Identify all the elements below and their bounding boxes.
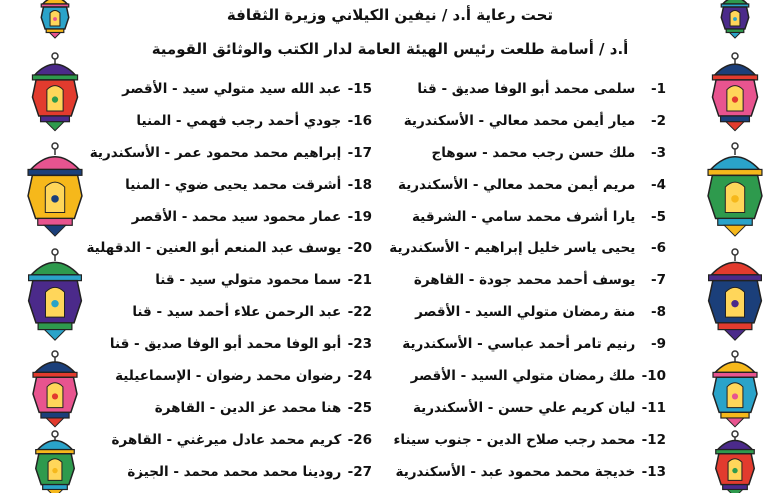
list-item xyxy=(395,461,666,493)
item-text: ليان كريم علي حسن - الأسكندرية xyxy=(412,399,636,416)
item-number: 21- xyxy=(347,272,372,289)
chairman-line: أ.د / أسامة طلعت رئيس الهيئة العامة لدار الكتب والوثائق القومية xyxy=(151,40,629,58)
list-item xyxy=(406,397,666,429)
list-item xyxy=(406,269,666,301)
list-item xyxy=(87,397,372,429)
lantern-border-left xyxy=(0,0,100,480)
item-text: مريم أيمن محمد معالي - الأسكندرية xyxy=(398,176,636,193)
list-item xyxy=(87,365,372,397)
item-number: 12- xyxy=(641,431,666,448)
list-item xyxy=(406,365,666,397)
item-text: يوسف أحمد محمد جودة - القاهرة xyxy=(413,272,636,289)
item-text: سما محمود متولي سيد - قنا xyxy=(155,272,342,289)
ramadan-lantern-icon xyxy=(713,351,757,427)
list-item xyxy=(403,110,666,142)
list-item xyxy=(406,206,666,238)
item-number: 22- xyxy=(347,304,372,321)
item-text: ملك رمضان متولي السيد - الأقصر xyxy=(410,368,636,385)
item-number: 3- xyxy=(650,144,666,161)
ramadan-lantern-icon xyxy=(709,249,762,340)
item-text: يوسف عبد المنعم أبو العنين - الدقهلية xyxy=(86,240,342,257)
item-text: كريم محمد عادل ميرغني - القاهرة xyxy=(111,431,342,448)
ramadan-lantern-icon xyxy=(33,351,77,427)
list-item xyxy=(406,142,666,174)
item-number: 9- xyxy=(650,336,666,353)
item-number: 11- xyxy=(641,399,666,416)
item-number: 7- xyxy=(650,272,666,289)
item-text: أشرقت محمد يحيى ضوي - المنيا xyxy=(125,176,342,193)
list-item xyxy=(87,174,372,206)
item-text: جودي أحمد رجب فهمي - المنيا xyxy=(136,112,342,129)
ramadan-lantern-icon xyxy=(29,249,82,340)
names-column-left xyxy=(87,78,372,493)
item-number: 2- xyxy=(650,112,666,129)
list-item xyxy=(402,333,666,365)
item-text: إبراهيم محمد محمود عمر - الأسكندرية xyxy=(89,144,342,161)
list-item xyxy=(87,301,372,333)
item-text: منة رمضان متولي السيد - الأقصر xyxy=(415,304,636,321)
item-number: 20- xyxy=(347,240,372,257)
item-number: 1- xyxy=(650,81,666,97)
item-number: 8- xyxy=(650,304,666,321)
lantern-border-right xyxy=(680,0,780,480)
item-number: 5- xyxy=(650,208,666,225)
item-text: رودينا محمد محمد محمد - الجيزة xyxy=(127,463,342,480)
list-item xyxy=(406,78,666,110)
item-text: سلمى محمد أبو الوفا صديق - قنا xyxy=(417,81,636,97)
item-text: عمار محمود سيد محمد - الأقصر xyxy=(131,208,342,225)
item-number: 4- xyxy=(650,176,666,193)
item-text: رنيم تامر أحمد عباسي - الأسكندرية xyxy=(402,336,636,353)
ramadan-lantern-icon xyxy=(32,53,77,131)
item-text: يارا أشرف محمد سامي - الشرقية xyxy=(412,208,636,225)
list-item xyxy=(87,142,372,174)
list-item xyxy=(406,301,666,333)
list-item xyxy=(393,429,666,461)
list-item xyxy=(87,333,372,365)
item-text: هنا محمد عز الدين - القاهرة xyxy=(154,399,342,416)
item-text: يحيى ياسر خليل إبراهيم - الأسكندرية xyxy=(389,240,636,257)
item-number: 26- xyxy=(347,431,372,448)
item-number: 27- xyxy=(347,463,372,480)
item-number: 17- xyxy=(347,144,372,161)
list-item xyxy=(87,269,372,301)
list-item xyxy=(389,237,666,269)
item-number: 10- xyxy=(641,368,666,385)
item-text: عبد الرحمن علاء أحمد سيد - قنا xyxy=(132,304,342,321)
item-text: ملك حسن رجب محمد - سوهاج xyxy=(431,144,636,161)
ramadan-lantern-icon xyxy=(41,0,69,38)
list-item xyxy=(87,206,372,238)
item-number: 23- xyxy=(347,336,372,353)
list-item xyxy=(87,429,372,461)
list-item xyxy=(398,174,666,206)
item-number: 15- xyxy=(347,81,372,97)
ramadan-lantern-icon xyxy=(36,431,75,493)
ramadan-lantern-icon xyxy=(716,431,755,493)
ramadan-lantern-icon xyxy=(712,53,757,131)
item-text: عبد الله سيد متولي سيد - الأقصر xyxy=(122,81,342,97)
item-number: 19- xyxy=(347,208,372,225)
item-number: 13- xyxy=(641,463,666,480)
list-item xyxy=(87,110,372,142)
item-text: محمد رجب صلاح الدين - جنوب سيناء xyxy=(393,431,636,448)
list-item xyxy=(87,78,372,110)
names-column-right xyxy=(389,78,666,493)
item-number: 16- xyxy=(347,112,372,129)
item-number: 25- xyxy=(347,399,372,416)
item-text: خديجة محمد محمود عبد - الأسكندرية xyxy=(395,463,636,480)
item-text: أبو الوفا محمد أبو الوفا صديق - قنا xyxy=(109,336,342,353)
list-item xyxy=(87,461,372,493)
item-number: 18- xyxy=(347,176,372,193)
patronage-line: تحت رعاية أ.د / نيفين الكيلاني وزيرة الثقافة xyxy=(226,6,554,24)
list-item xyxy=(87,237,372,269)
item-number: 6- xyxy=(650,240,666,257)
ramadan-lantern-icon xyxy=(721,0,749,38)
item-number: 24- xyxy=(347,368,372,385)
item-text: رضوان محمد رضوان - الإسماعيلية xyxy=(115,368,342,385)
ramadan-lantern-icon xyxy=(708,143,762,236)
item-text: ميار أيمن محمد معالي - الأسكندرية xyxy=(403,112,636,129)
ramadan-lantern-icon xyxy=(28,143,82,236)
